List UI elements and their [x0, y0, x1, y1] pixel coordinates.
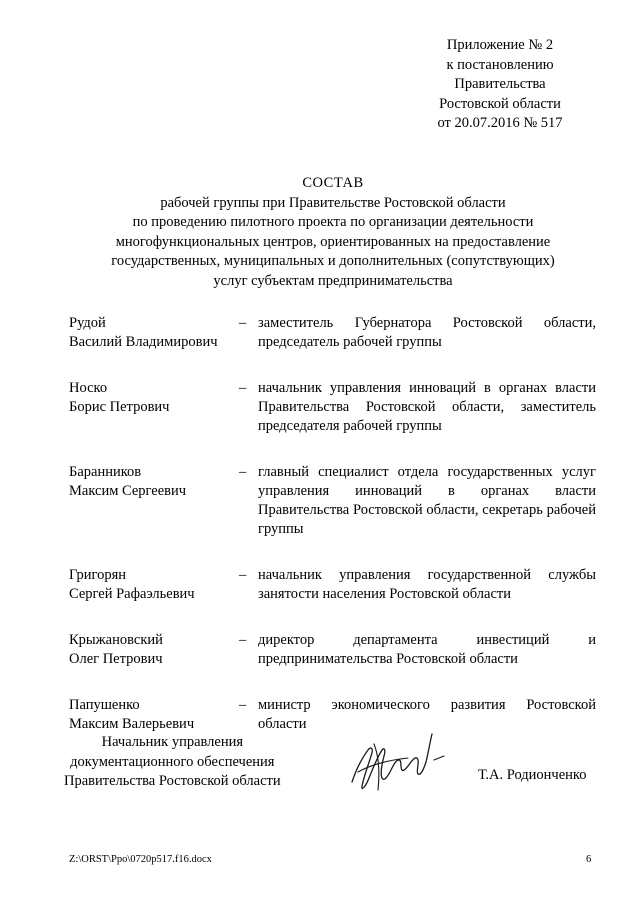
- appendix-line: Правительства: [454, 76, 546, 92]
- member-given-name: Максим Валерьевич: [69, 716, 195, 732]
- member-given-name: Олег Петрович: [69, 651, 163, 667]
- appendix-line: к постановлению: [446, 56, 554, 73]
- member-name: [69, 696, 239, 734]
- member-dash: –: [239, 632, 247, 648]
- document-heading: [40, 174, 626, 291]
- member-name: [69, 463, 239, 539]
- member-dash: –: [239, 464, 247, 480]
- signatory-position: [64, 733, 281, 792]
- member-row: [69, 566, 596, 604]
- member-name: [69, 566, 239, 604]
- footer-file-path: Z:\ORST\Ppo\0720p517.f16.docx: [69, 854, 212, 865]
- member-row: [69, 696, 596, 734]
- member-given-name: Василий Владимирович: [69, 334, 218, 350]
- member-row: [69, 463, 596, 539]
- member-dash: –: [239, 697, 247, 713]
- member-given-name: Сергей Рафаэльевич: [69, 586, 195, 602]
- member-row: [69, 314, 596, 352]
- appendix-line: Ростовской области: [439, 95, 561, 112]
- member-given-name: Борис Петрович: [69, 399, 170, 415]
- signatory-position-line: документационного обеспечения: [70, 753, 275, 770]
- signatory-name: Т.А. Родионченко: [478, 767, 587, 783]
- member-row: [69, 631, 596, 669]
- appendix-line: от 20.07.2016 № 517: [437, 115, 563, 131]
- member-role: министр экономического развития Ростовской области: [258, 697, 596, 732]
- heading-line: рабочей группы при Правительстве Ростовской области: [160, 194, 506, 211]
- heading-line: государственных, муниципальных и дополнительных (сопутствующих): [111, 253, 555, 269]
- heading-line: многофункциональных центров, ориентированных на предоставление: [115, 233, 551, 250]
- member-surname: Носко: [69, 380, 108, 396]
- appendix-line: Приложение № 2: [446, 37, 554, 53]
- member-dash: –: [239, 315, 247, 331]
- member-role: начальник управления государственной службы занятости населения Ростовской области: [258, 567, 596, 602]
- member-surname: Григорян: [69, 567, 126, 583]
- member-name: [69, 631, 239, 669]
- member-surname: Баранников: [69, 464, 142, 480]
- member-surname: Папушенко: [69, 697, 140, 713]
- member-role: заместитель Губернатора Ростовской области, председатель рабочей группы: [258, 315, 596, 350]
- handwritten-signature: [338, 720, 458, 800]
- signatory-position-line: Начальник управления: [101, 734, 244, 750]
- member-surname: Рудой: [69, 315, 106, 331]
- document-title: СОСТАВ: [302, 175, 364, 191]
- members-list: [69, 314, 596, 761]
- member-role: начальник управления инноваций в органах власти Правительства Ростовской области, заместитель председателя рабочей группы: [258, 380, 596, 434]
- member-surname: Крыжановский: [69, 632, 163, 648]
- member-given-name: Максим Сергеевич: [69, 483, 187, 499]
- member-role: директор департамента инвестиций и предпринимательства Ростовской области: [258, 632, 596, 667]
- member-name: [69, 379, 239, 436]
- page-number: 6: [586, 854, 592, 865]
- heading-line: по проведению пилотного проекта по организации деятельности: [132, 214, 534, 230]
- member-row: [69, 379, 596, 436]
- member-dash: –: [239, 380, 247, 396]
- member-name: [69, 314, 239, 352]
- member-dash: –: [239, 567, 247, 583]
- appendix-header: [390, 36, 610, 134]
- member-role: главный специалист отдела государственных услуг управления инноваций в органах власти Правительства Ростовской области, секретарь рабочей группы: [258, 464, 596, 537]
- signatory-position-line: Правительства Ростовской области: [64, 773, 281, 789]
- heading-line: услуг субъектам предпринимательства: [213, 272, 453, 289]
